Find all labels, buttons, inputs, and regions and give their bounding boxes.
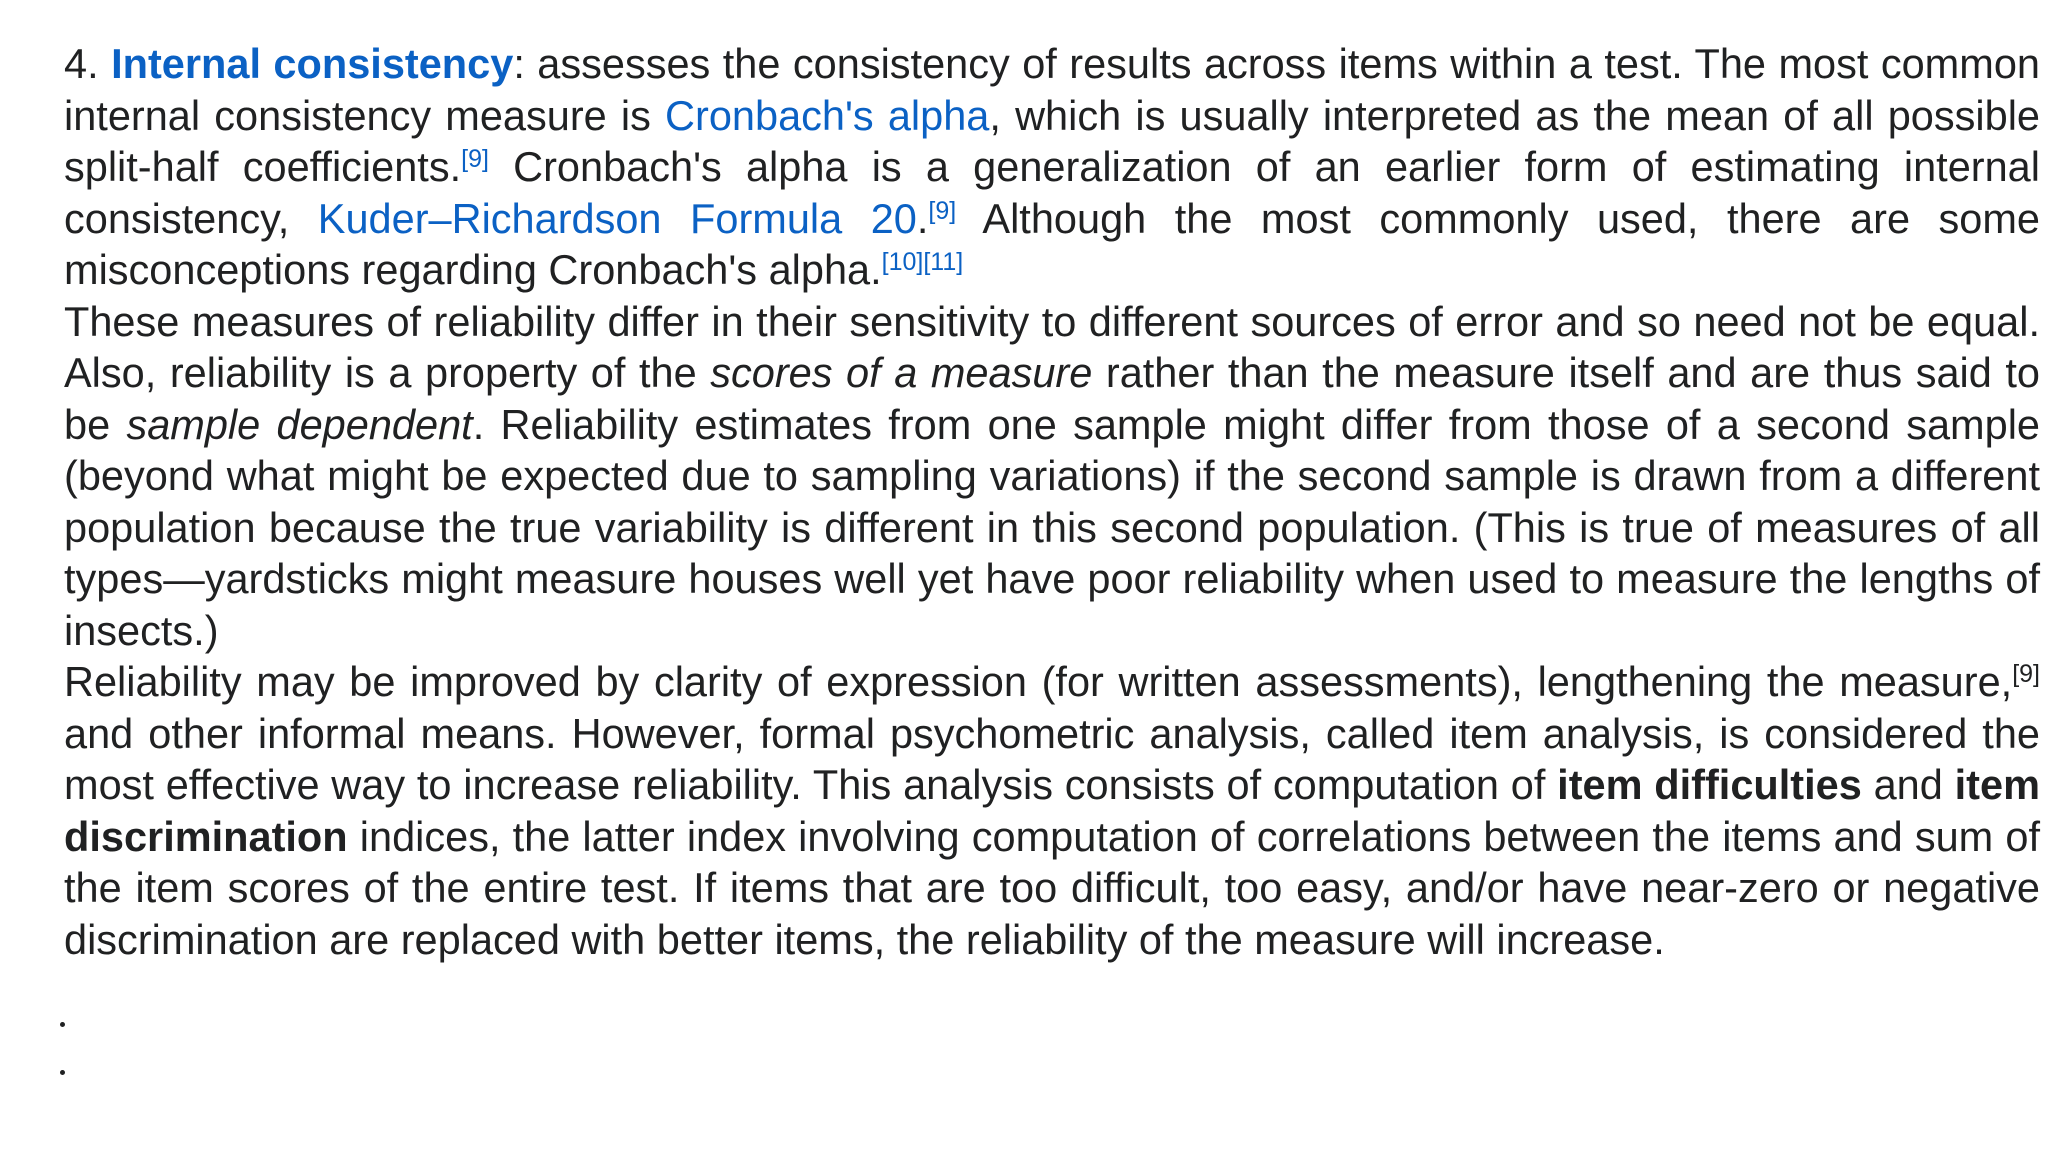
citation-11 — [923, 248, 963, 276]
bold-term: item difficulties — [1557, 761, 1862, 808]
text: and other informal means. However, formal psychometric analysis, called item analysis, is considered the most effective way to increase reliability. This analysis consists of computation of — [64, 709, 2040, 808]
emphasis: sample dependent — [126, 400, 473, 448]
sample-dependence-paragraph — [64, 296, 2040, 657]
citation-link[interactable]: [11] — [923, 248, 964, 276]
text: and — [1861, 761, 1955, 808]
text: These measures of reliability differ in their sensitivity to different sources of error and so need not be equal. Also, reliability is a property of the — [64, 297, 2040, 396]
kuder-richardson-link[interactable]: Kuder–Richardson Formula 20 — [317, 194, 917, 242]
bold-term: item discrimination — [64, 761, 2040, 860]
emphasis: scores of a measure — [710, 349, 1093, 396]
text: Cronbach's alpha is a generalization of an earlier form of estimating internal consistency, — [64, 143, 2040, 242]
text: Reliability may be improved by clarity of expression (for written assessments), lengthening the measure, — [64, 658, 2013, 705]
improving-reliability-paragraph — [64, 656, 2040, 965]
list-number: 4. — [64, 40, 112, 87]
citation-9 — [461, 145, 489, 173]
text: : assesses the consistency of results across items within a test. The most common internal consistency measure is — [64, 40, 2040, 139]
text: , which is usually interpreted as the mean of all possible split-half coefficients. — [64, 91, 2040, 190]
text: . — [916, 194, 929, 242]
internal-consistency-paragraph — [64, 38, 2040, 296]
text: indices, the latter index involving computation of correlations between the items and sum of the item scores of the entire test. If items that are too difficult, too easy, and/or have near-zero or negative discrimination are replaced with better items, the reliability of the measure will increase. — [64, 812, 2040, 963]
citation-link[interactable]: [9] — [461, 145, 489, 173]
empty-list — [60, 1022, 65, 1118]
cronbachs-alpha-link[interactable]: Cronbach's alpha — [665, 91, 990, 139]
text: Although the most commonly used, there are some misconceptions regarding Cronbach's alpha. — [64, 194, 2041, 293]
citation-9: [9] — [2012, 660, 2040, 688]
citation-9 — [928, 197, 956, 225]
citation-link[interactable]: [9] — [928, 196, 957, 225]
internal-consistency-link[interactable]: Internal consistency — [111, 40, 514, 87]
citation-link[interactable]: [10] — [881, 248, 924, 276]
text: rather than the measure itself and are thus said to be — [64, 349, 2040, 448]
document-body — [64, 38, 2040, 965]
bullet-dot — [60, 1022, 65, 1027]
text: . Reliability estimates from one sample might differ from those of a second sample (beyond what might be expected due to sampling variations) if the second sample is drawn from a different population because the true variability is different in this second population. (This is true of measures of all types—yardsticks might measure houses well yet have poor reliability when used to measure the lengths of insects.) — [64, 400, 2040, 654]
bullet-dot — [60, 1070, 65, 1075]
citation-10 — [882, 248, 924, 276]
